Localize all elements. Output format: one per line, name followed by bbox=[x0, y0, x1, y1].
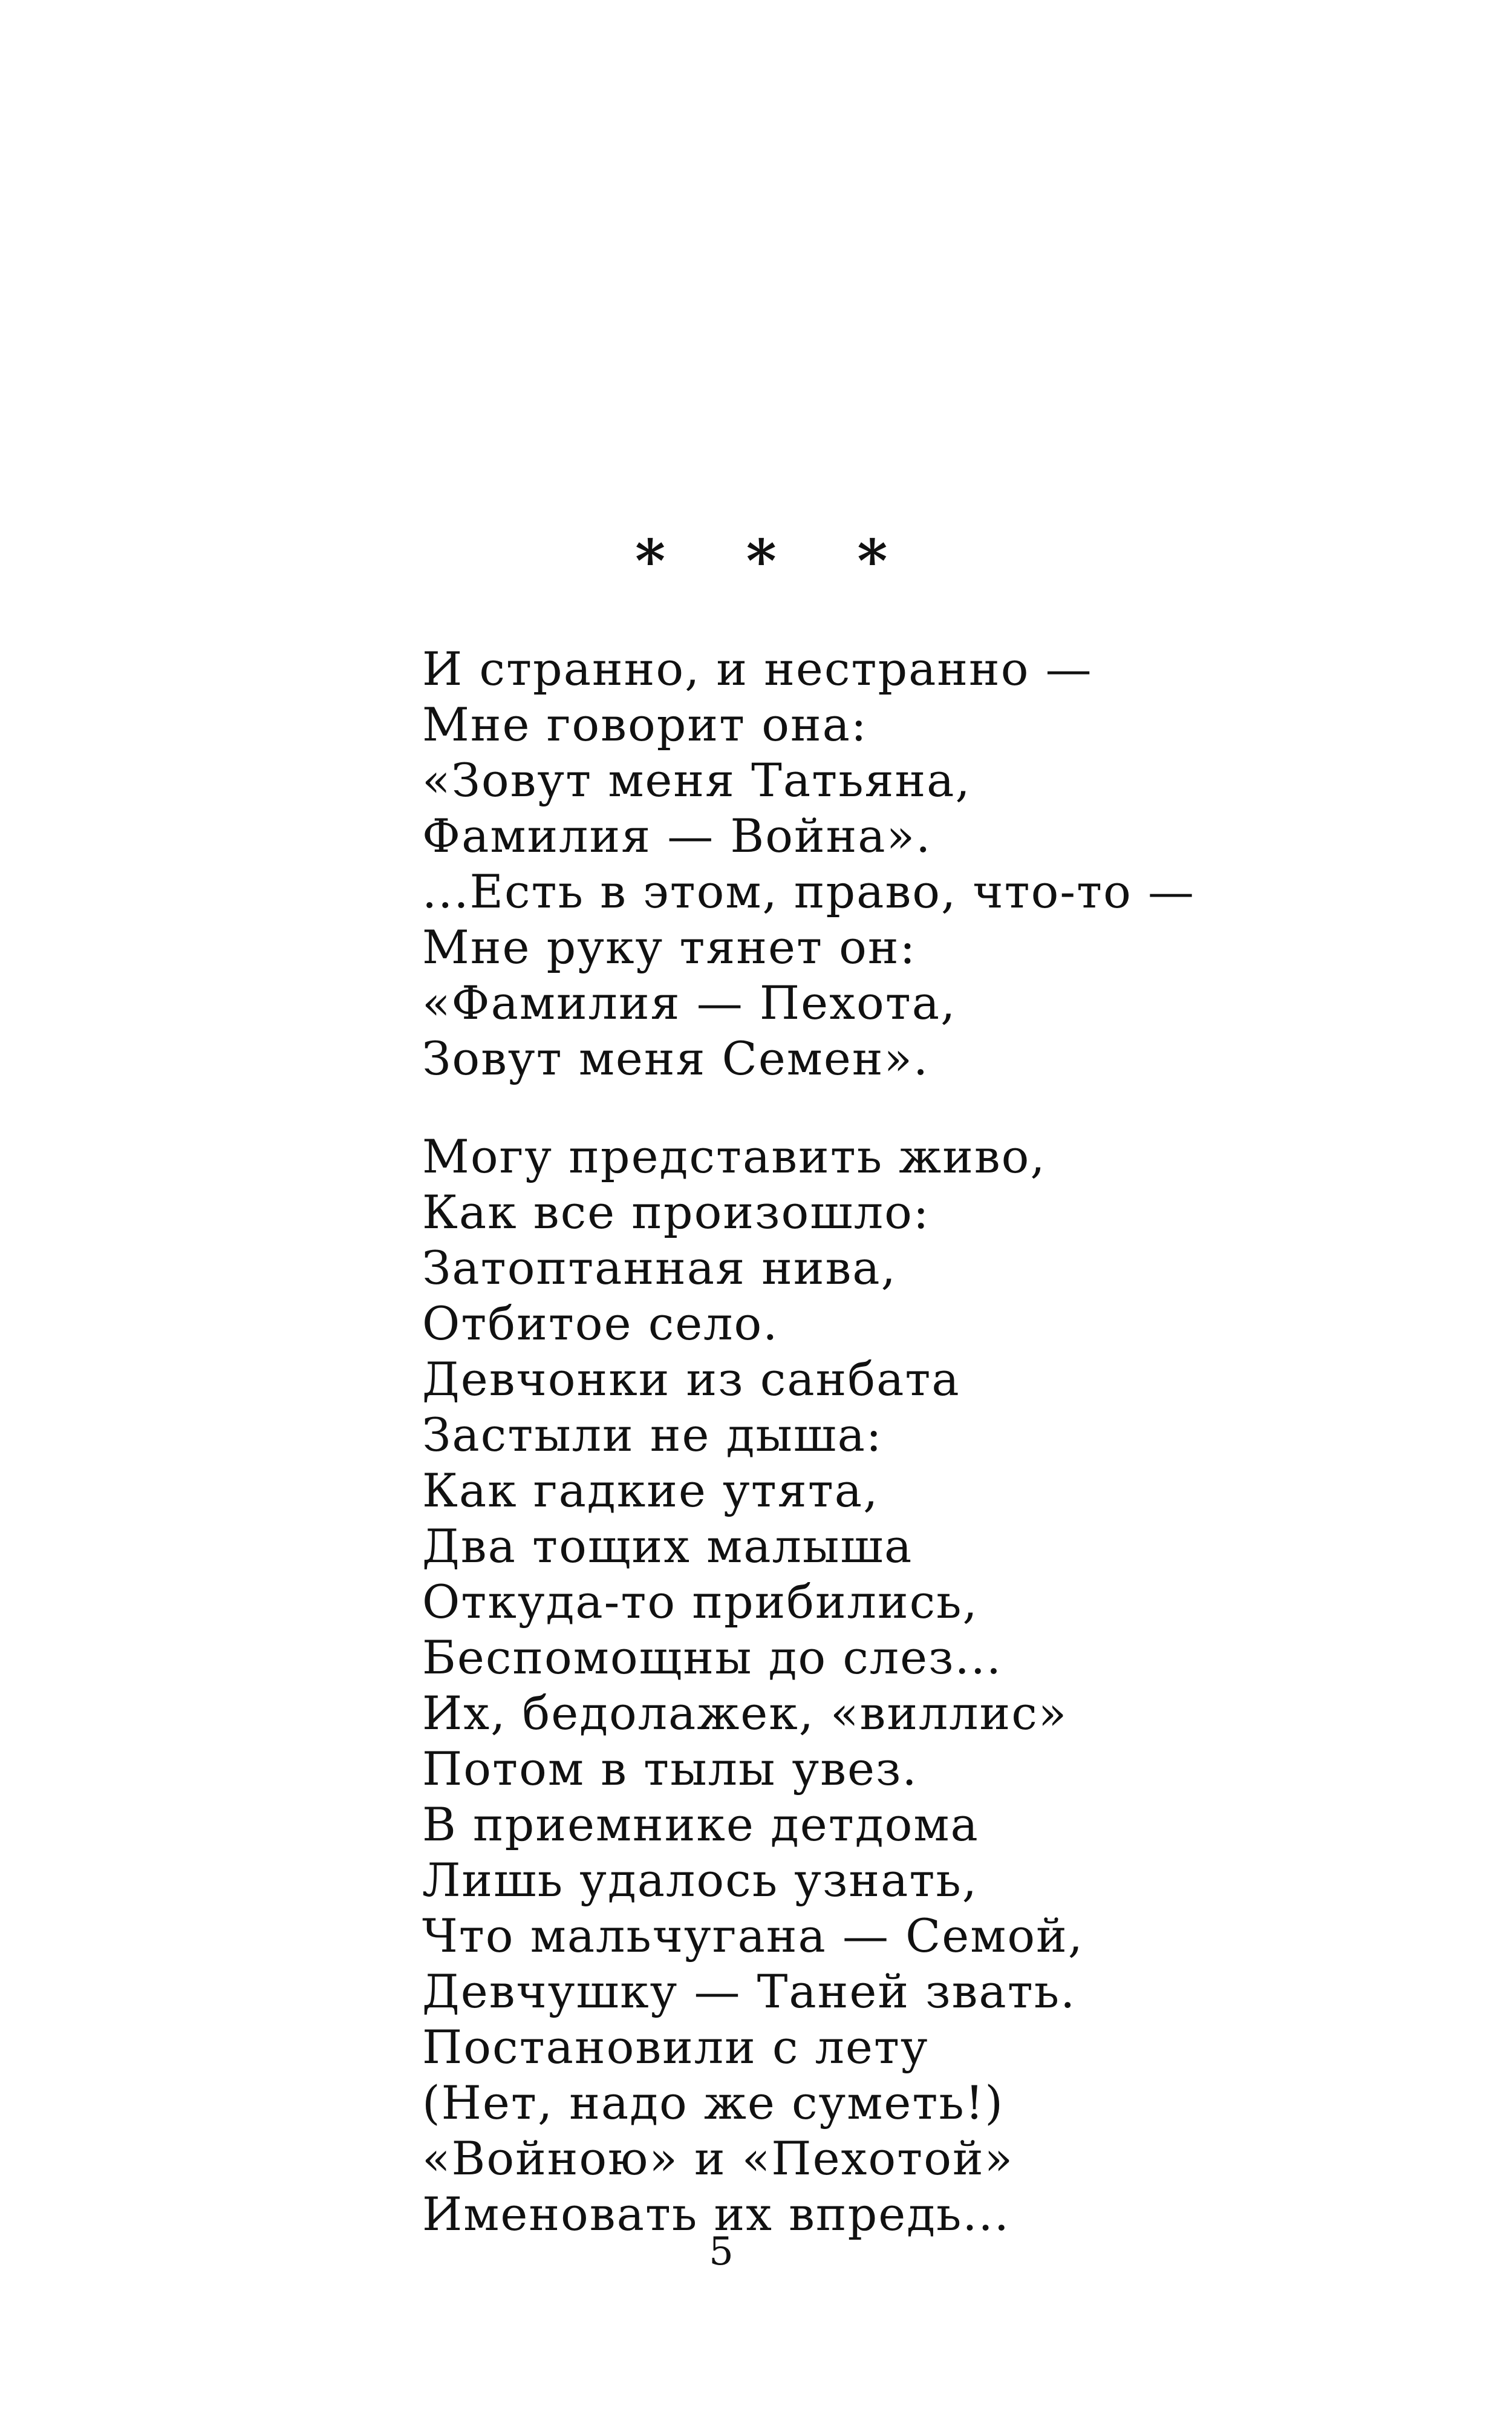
poem-line: Зовут меня Семен». bbox=[422, 1032, 930, 1085]
poem-line: Постановили с лету bbox=[422, 2020, 929, 2074]
poem-line: «Фамилия — Пехота, bbox=[422, 976, 957, 1030]
poem-line: Лишь удалось узнать, bbox=[422, 1853, 978, 1907]
poem-line: Как гадкие утята, bbox=[422, 1463, 879, 1517]
poem-line: Их, бедолажек, «виллис» bbox=[422, 1686, 1068, 1740]
poem-line: Затоптанная нива, bbox=[422, 1241, 897, 1295]
poem-line: «Войною» и «Пехотой» bbox=[422, 2131, 1014, 2185]
poem-line: В приемнике детдома bbox=[422, 1797, 979, 1851]
page-number: 5 bbox=[709, 2229, 734, 2274]
poem-line: ...Есть в этом, право, что-то — bbox=[422, 865, 1195, 918]
stanza-1 bbox=[422, 641, 1195, 1087]
poem-line: Мне говорит она: bbox=[422, 698, 868, 751]
poem-line: Застыли не дыша: bbox=[422, 1408, 883, 1462]
stanza-2 bbox=[422, 1129, 1195, 2242]
poem-line: И странно, и нестранно — bbox=[422, 642, 1093, 696]
poem-line: Два тощих малыша bbox=[422, 1519, 913, 1573]
poem-line: «Зовут меня Татьяна, bbox=[422, 753, 971, 807]
poem-line: Откуда-то прибились, bbox=[422, 1575, 979, 1629]
poem-line: Фамилия — Война». bbox=[422, 809, 932, 863]
poem-line: Отбитое село. bbox=[422, 1297, 779, 1350]
poem-line: Могу представить живо, bbox=[422, 1130, 1046, 1183]
poem-line: Беспомощны до слез... bbox=[422, 1630, 1003, 1684]
poem-line: Именовать их впредь... bbox=[422, 2187, 1010, 2241]
poem-line: Что мальчугана — Семой, bbox=[422, 1909, 1084, 1963]
poem-line: Как все произошло: bbox=[422, 1185, 930, 1239]
poem-line: Мне руку тянет он: bbox=[422, 920, 917, 974]
section-separator: * * * bbox=[635, 527, 918, 595]
poem bbox=[422, 641, 1195, 2242]
poem-line: Потом в тылы увез. bbox=[422, 1742, 918, 1796]
poem-line: (Нет, надо же суметь!) bbox=[422, 2076, 1004, 2130]
poem-line: Девчонки из санбата bbox=[422, 1352, 960, 1406]
poem-line: Девчушку — Таней звать. bbox=[422, 1964, 1077, 2018]
